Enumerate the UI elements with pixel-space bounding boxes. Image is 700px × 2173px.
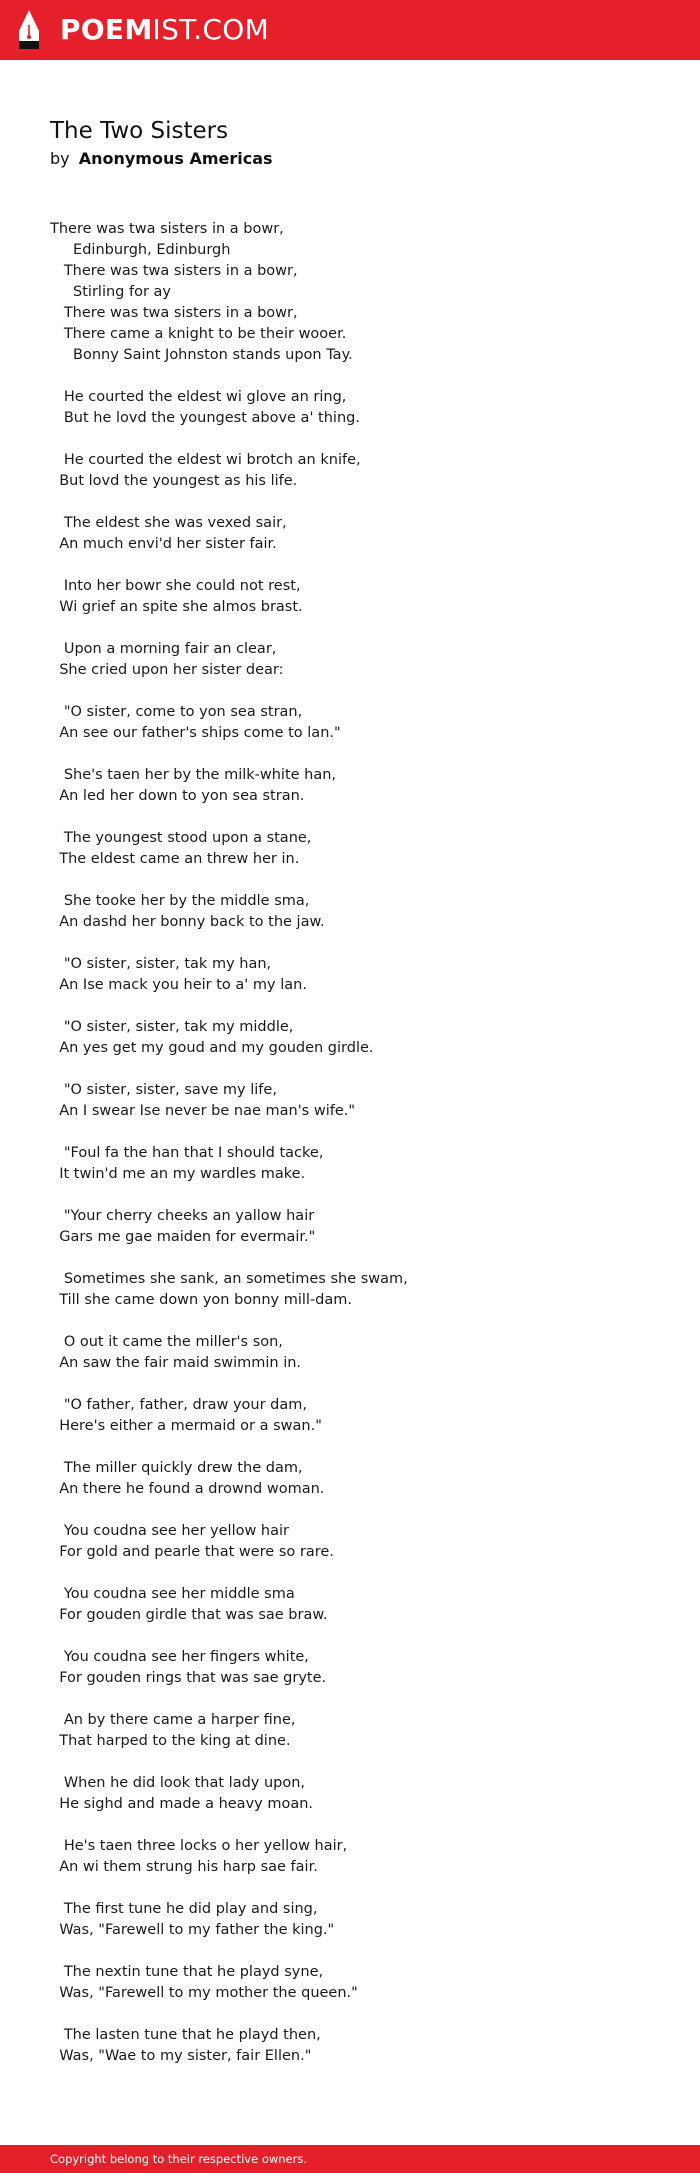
logo-text-light: IST.COM — [152, 13, 270, 46]
poem-line: "O sister, sister, tak my han, — [50, 956, 272, 972]
poem-line: There came a knight to be their wooer. — [50, 326, 347, 342]
stanza-break — [50, 1122, 408, 1143]
poem-body — [50, 219, 408, 2067]
poem-line: For gouden rings that was sae gryte. — [50, 1670, 327, 1686]
poem-line: You coudna see her fingers white, — [50, 1649, 309, 1665]
poem-line: Was, "Farewell to my father the king." — [50, 1922, 335, 1938]
site-header — [0, 0, 700, 60]
poem-line: An yes get my goud and my gouden girdle. — [50, 1040, 374, 1056]
poem-line: An see our father's ships come to lan." — [50, 725, 341, 741]
poem-line: You coudna see her middle sma — [50, 1586, 295, 1602]
stanza-break — [50, 429, 408, 450]
stanza-break — [50, 1248, 408, 1269]
stanza-break — [50, 1878, 408, 1899]
poem-line: The lasten tune that he playd then, — [50, 2027, 321, 2043]
by-label: by — [50, 149, 70, 168]
poem-line: An much envi'd her sister fair. — [50, 536, 277, 552]
poem-line: Was, "Wae to my sister, fair Ellen." — [50, 2048, 312, 2064]
poem-line: But lovd the youngest as his life. — [50, 473, 298, 489]
stanza-break — [50, 1437, 408, 1458]
poem-line: Gars me gae maiden for evermair." — [50, 1229, 316, 1245]
stanza-break — [50, 1815, 408, 1836]
poem-line: Bonny Saint Johnston stands upon Tay. — [50, 347, 353, 363]
poem-line: But he lovd the youngest above a' thing. — [50, 410, 360, 426]
poem-line: There was twa sisters in a bowr, — [50, 305, 298, 321]
poem-line: O out it came the miller's son, — [50, 1334, 283, 1350]
byline — [50, 148, 273, 170]
stanza-break — [50, 1374, 408, 1395]
poem-line: Edinburgh, Edinburgh — [50, 242, 231, 258]
poem-line: For gold and pearle that were so rare. — [50, 1544, 334, 1560]
poem-line: An there he found a drownd woman. — [50, 1481, 325, 1497]
poem-line: "O father, father, draw your dam, — [50, 1397, 308, 1413]
poem-line: An Ise mack you heir to a' my lan. — [50, 977, 307, 993]
poem-line: You coudna see her yellow hair — [50, 1523, 290, 1539]
poem-line: He sighd and made a heavy moan. — [50, 1796, 314, 1812]
poem-title: The Two Sisters — [50, 118, 229, 144]
poem-line: Wi grief an spite she almos brast. — [50, 599, 303, 615]
stanza-break — [50, 1563, 408, 1584]
poem-line: "Foul fa the han that I should tacke, — [50, 1145, 324, 1161]
stanza-break — [50, 933, 408, 954]
poem-line: The eldest she was vexed sair, — [50, 515, 287, 531]
poem-line: There was twa sisters in a bowr, — [50, 221, 284, 237]
poem-line: He courted the eldest wi brotch an knife, — [50, 452, 361, 468]
poem-line: He courted the eldest wi glove an ring, — [50, 389, 347, 405]
poem-line: There was twa sisters in a bowr, — [50, 263, 298, 279]
poem-line: An dashd her bonny back to the jaw. — [50, 914, 325, 930]
copyright-text: Copyright belong to their respective owners. — [50, 2152, 308, 2166]
poem-line: The eldest came an threw her in. — [50, 851, 300, 867]
poem-line: "O sister, sister, tak my middle, — [50, 1019, 294, 1035]
stanza-break — [50, 1500, 408, 1521]
stanza-break — [50, 1689, 408, 1710]
poem-line: An wi them strung his harp sae fair. — [50, 1859, 318, 1875]
stanza-break — [50, 1941, 408, 1962]
poem-line: The nextin tune that he playd syne, — [50, 1964, 324, 1980]
stanza-break — [50, 681, 408, 702]
poem-line: Till she came down yon bonny mill-dam. — [50, 1292, 353, 1308]
pen-nib-icon[interactable] — [16, 9, 42, 51]
poem-line: The miller quickly drew the dam, — [50, 1460, 303, 1476]
author-link[interactable]: Anonymous Americas — [78, 149, 273, 168]
poem-line: That harped to the king at dine. — [50, 1733, 291, 1749]
logo-text-bold: POEM — [60, 13, 153, 46]
poem-line: An by there came a harper fine, — [50, 1712, 296, 1728]
poem-line: She cried upon her sister dear: — [50, 662, 284, 678]
stanza-break — [50, 744, 408, 765]
stanza-break — [50, 2004, 408, 2025]
stanza-break — [50, 807, 408, 828]
poem-line: She's taen her by the milk-white han, — [50, 767, 337, 783]
stanza-break — [50, 1185, 408, 1206]
poem-line: An saw the fair maid swimmin in. — [50, 1355, 302, 1371]
stanza-break — [50, 492, 408, 513]
poem-line: Into her bowr she could not rest, — [50, 578, 301, 594]
poem-line: The youngest stood upon a stane, — [50, 830, 312, 846]
site-footer — [0, 2145, 700, 2173]
poem-line: Sometimes she sank, an sometimes she swam, — [50, 1271, 408, 1287]
stanza-break — [50, 1311, 408, 1332]
poem-line: He's taen three locks o her yellow hair, — [50, 1838, 348, 1854]
stanza-break — [50, 366, 408, 387]
poem-line: When he did look that lady upon, — [50, 1775, 306, 1791]
stanza-break — [50, 555, 408, 576]
poem-line: For gouden girdle that was sae braw. — [50, 1607, 328, 1623]
poem-line: The first tune he did play and sing, — [50, 1901, 318, 1917]
stanza-break — [50, 996, 408, 1017]
stanza-break — [50, 870, 408, 891]
poem-line: She tooke her by the middle sma, — [50, 893, 310, 909]
stanza-break — [50, 1752, 408, 1773]
stanza-break — [50, 618, 408, 639]
poem-line: Was, "Farewell to my mother the queen." — [50, 1985, 358, 2001]
poem-line: "Your cherry cheeks an yallow hair — [50, 1208, 315, 1224]
poem-line: "O sister, sister, save my life, — [50, 1082, 277, 1098]
poem-line: Stirling for ay — [50, 284, 171, 300]
poem-line: An led her down to yon sea stran. — [50, 788, 305, 804]
stanza-break — [50, 1626, 408, 1647]
poem-line: "O sister, come to yon sea stran, — [50, 704, 303, 720]
site-logo-link[interactable] — [60, 12, 269, 48]
poem-line: An I swear Ise never be nae man's wife." — [50, 1103, 356, 1119]
poem-line: Here's either a mermaid or a swan." — [50, 1418, 322, 1434]
poem-line: It twin'd me an my wardles make. — [50, 1166, 306, 1182]
poem-line: Upon a morning fair an clear, — [50, 641, 277, 657]
stanza-break — [50, 1059, 408, 1080]
